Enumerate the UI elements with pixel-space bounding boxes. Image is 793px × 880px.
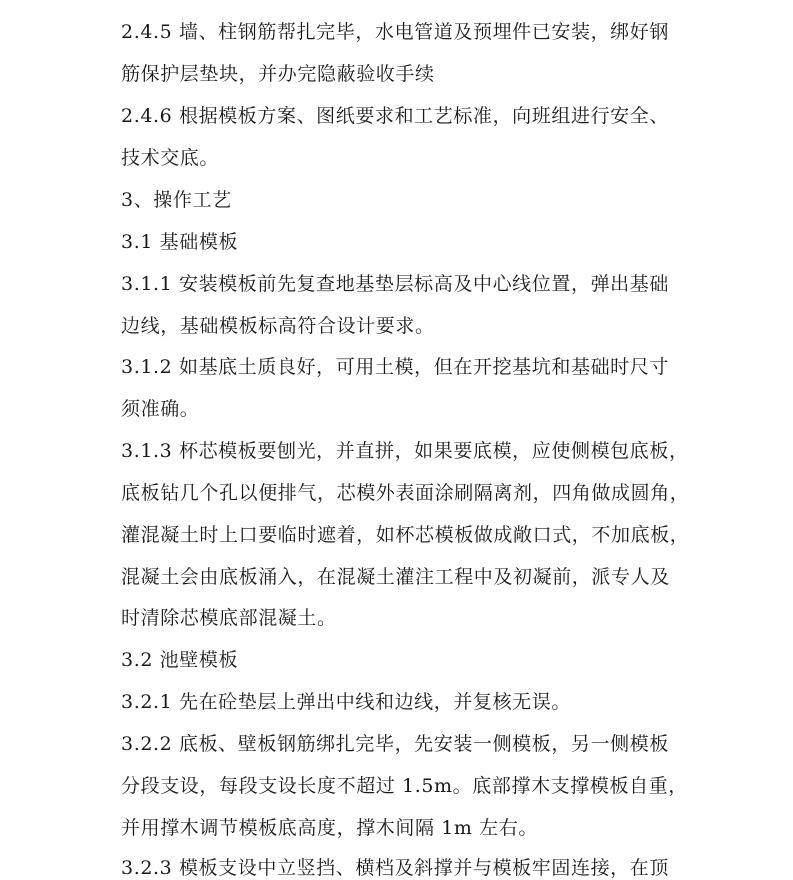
text-line: 3.1.1 安装模板前先复查地基垫层标高及中心线位置，弹出基础: [121, 273, 669, 295]
text-line: 3.2.1 先在砼垫层上弹出中线和边线，并复核无误。: [121, 691, 571, 713]
section-heading: 3、操作工艺: [121, 189, 232, 211]
text-line: 须准确。: [121, 398, 200, 420]
text-line: 3.1.2 如基底土质良好，可用土模，但在开挖基坑和基础时尺寸: [121, 356, 669, 378]
subsection-heading: 3.2 池壁模板: [121, 649, 239, 671]
text-line: 混凝土会由底板涌入，在混凝土灌注工程中及初凝前，派专人及: [121, 566, 670, 588]
text-line: 分段支设，每段支设长度不超过 1.5m。底部撑木支撑模板自重，: [121, 775, 688, 797]
subsection-heading: 3.1 基础模板: [121, 231, 239, 253]
text-line: 灌混凝土时上口要临时遮着，如杯芯模板做成敞口式，不加底板，: [121, 524, 690, 546]
text-line: 并用撑木调节模板底高度，撑木间隔 1m 左右。: [121, 817, 538, 839]
text-line: 筋保护层垫块，并办完隐蔽验收手续: [121, 63, 435, 85]
text-line: 3.1.3 杯芯模板要刨光，并直拼，如果要底模，应使侧模包底板，: [121, 440, 689, 462]
text-line: 3.2.2 底板、壁板钢筋绑扎完毕，先安装一侧模板，另一侧模板: [121, 733, 669, 755]
text-line: 2.4.6 根据模板方案、图纸要求和工艺标准，向班组进行安全、: [121, 105, 669, 127]
text-line: 技术交底。: [121, 147, 220, 169]
text-line: 2.4.5 墙、柱钢筋帮扎完毕，水电管道及预埋件已安装，绑好钢: [121, 21, 669, 43]
text-line: 3.2.3 模板支设中立竖挡、横档及斜撑并与模板牢固连接，在顶: [121, 857, 669, 879]
text-line: 时清除芯模底部混凝土。: [121, 607, 337, 629]
text-line: 底板钻几个孔以便排气，芯模外表面涂刷隔离剂，四角做成圆角，: [121, 482, 690, 504]
text-line: 边线，基础模板标高符合设计要求。: [121, 315, 435, 337]
